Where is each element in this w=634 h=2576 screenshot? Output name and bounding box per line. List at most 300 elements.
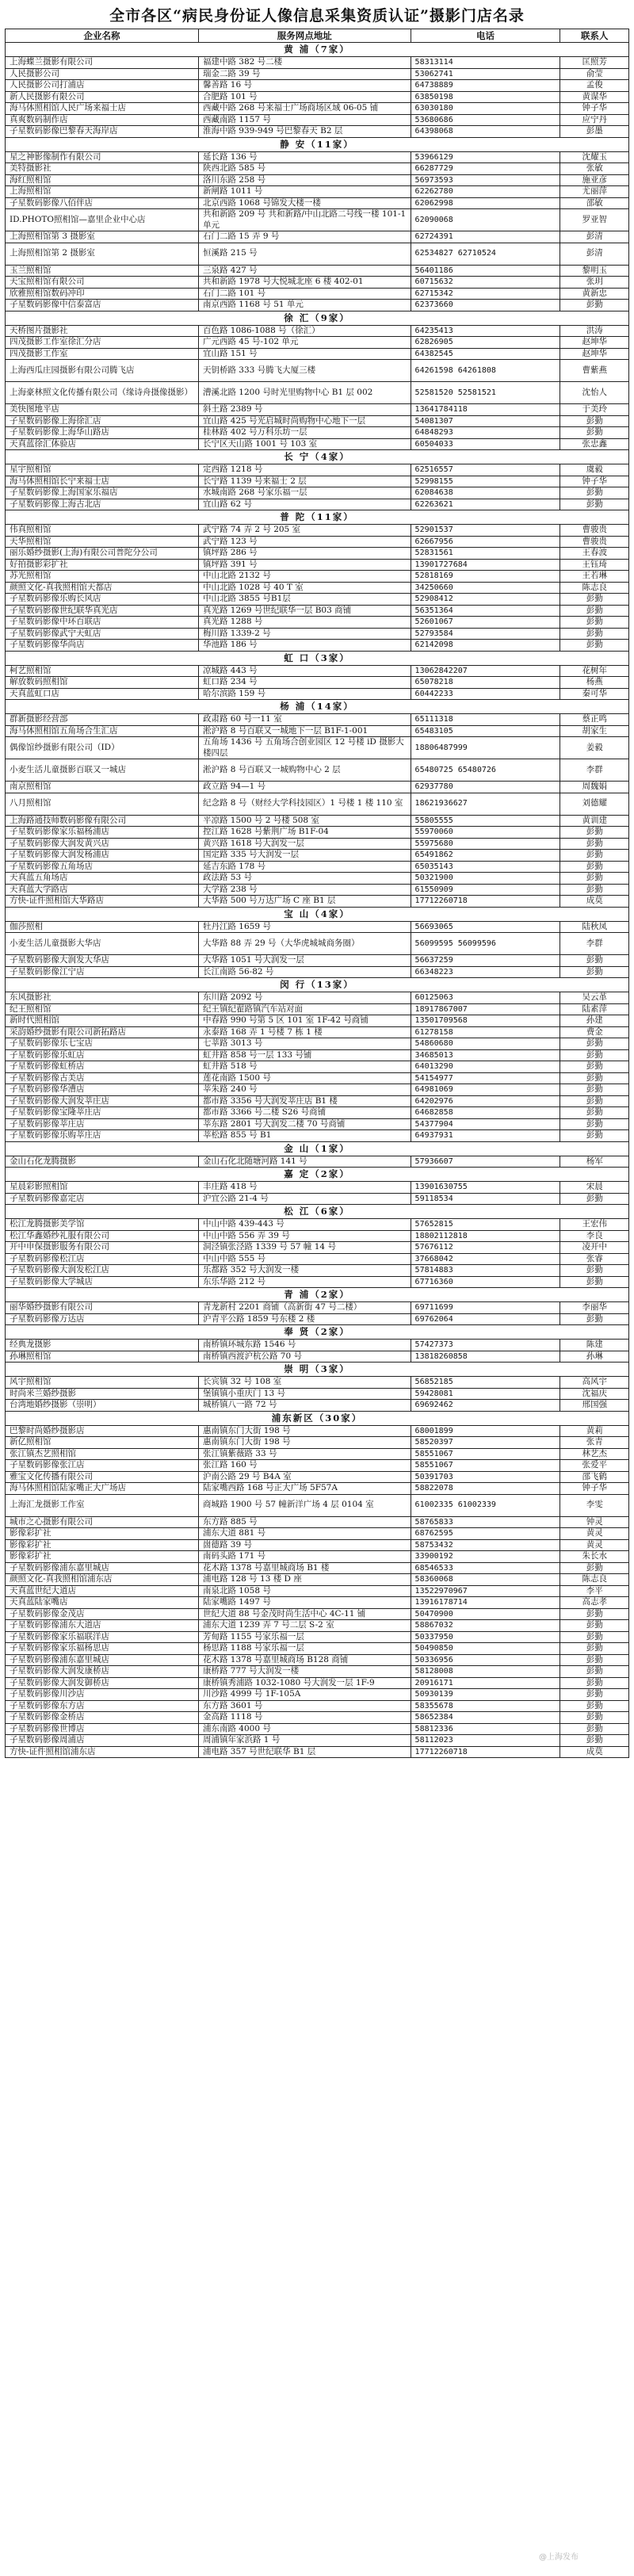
table-row [6,1597,629,1609]
company-name-cell: 子星数码影像大润发莘庄店 [6,1095,199,1107]
table-row [6,1677,629,1689]
directory-body [6,43,629,1758]
address-cell: 长江南路 56-82 号 [198,966,411,978]
address-cell: 芳甸路 1155 号家乐福一层 [198,1631,411,1643]
contact-cell: 彭勤 [560,594,629,606]
table-row [6,861,629,873]
address-cell: 大华路 500 号万达广场 C 座 B1 层 [198,896,411,908]
phone-cell: 58360068 [411,1574,560,1586]
contact-cell: 高志孝 [560,1597,629,1609]
phone-cell: 62262780 [411,186,560,198]
contact-cell: 黄训建 [560,815,629,827]
company-name-cell: 上海照相馆 [6,186,199,198]
table-row [6,300,629,311]
address-cell: 长宁区天山路 1001 号 103 室 [198,438,411,450]
phone-cell: 66348223 [411,966,560,978]
company-name-cell: 子星数码影像浦东嘉里城店 [6,1562,199,1574]
table-row [6,617,629,629]
table-row [6,1026,629,1038]
phone-cell: 50470900 [411,1608,560,1620]
company-name-cell: 星晨彩影照相馆 [6,1182,199,1194]
address-cell: 镇坪路 391 号 [198,559,411,571]
address-cell: 平凉路 1500 号 2 号楼 508 室 [198,815,411,827]
address-cell: 沪青平公路 1859 号东楼 2 楼 [198,1313,411,1325]
table-row [6,348,629,360]
phone-cell: 18806487999 [411,737,560,759]
phone-cell: 64937931 [411,1130,560,1142]
contact-cell: 孟俊 [560,80,629,92]
address-cell: 虹井路 518 号 [198,1061,411,1073]
table-row [6,1118,629,1130]
phone-cell: 62516557 [411,464,560,476]
phone-cell: 58355678 [411,1700,560,1712]
company-name-cell: 子星数码影像中信泰富店 [6,300,199,311]
contact-cell: 李雯 [560,1494,629,1516]
table-row [6,1425,629,1437]
district-heading: 金 山（1家） [6,1141,629,1156]
address-cell: 花木路 1378 号嘉里城商场 B1 楼 [198,1562,411,1574]
phone-cell: 65035143 [411,861,560,873]
table-row [6,838,629,850]
contact-cell: 姜毅 [560,737,629,759]
phone-cell: 62263621 [411,499,560,510]
phone-cell: 62084638 [411,487,560,499]
address-cell: 淞沪路 8 号百联又一城地下一层 B1F-1-001 [198,725,411,737]
company-name-cell: 颜照文化-真我照相馆浦东店 [6,1574,199,1586]
district-heading: 闵 行（13家） [6,978,629,992]
address-cell: 乐都路 352 号大润发一楼 [198,1265,411,1277]
table-row [6,1643,629,1655]
phone-cell: 13501709568 [411,1015,560,1027]
table-row [6,1494,629,1516]
table-row [6,1351,629,1363]
district-heading: 宝 山（4家） [6,907,629,921]
contact-cell: 杨燕 [560,677,629,689]
contact-cell: 彭勤 [560,1712,629,1724]
table-row [6,1528,629,1540]
company-name-cell: 子星数码影像乐虹店 [6,1049,199,1061]
company-name-cell: 子星数码影像大润发康桥店 [6,1666,199,1678]
address-cell: 控江路 1628 号紫荆广场 B1F-04 [198,827,411,839]
table-row [6,1072,629,1084]
address-cell: 浦东大道 1239 弄 7 号二层 S-2 室 [198,1620,411,1632]
address-cell: 东方路 885 号 [198,1516,411,1528]
contact-cell: 宋晨 [560,1182,629,1194]
contact-cell: 李群 [560,933,629,955]
table-row [6,605,629,617]
phone-cell: 58551067 [411,1448,560,1460]
contact-cell: 彭勤 [560,1689,629,1701]
table-row [6,1061,629,1073]
table-row [6,782,629,793]
contact-cell: 张睿 [560,1253,629,1265]
company-name-cell: 星宇照相馆 [6,464,199,476]
table-row [6,1574,629,1586]
company-name-cell: 天宝照相馆有限公司 [6,277,199,289]
table-row [6,1735,629,1747]
company-name-cell: 新时代照相馆 [6,1015,199,1027]
address-cell: 凉城路 443 号 [198,665,411,677]
table-row [6,1620,629,1632]
contact-cell: 彭勤 [560,487,629,499]
company-name-cell: 时尚米兰婚纱摄影 [6,1388,199,1400]
contact-cell: 杨军 [560,1156,629,1168]
phone-cell: 50336956 [411,1654,560,1666]
contact-cell: 彭勤 [560,300,629,311]
address-cell: 西藏中路 268 号来福士广场商场区域 06-05 铺 [198,103,411,115]
table-row [6,1437,629,1449]
company-name-cell: 方快-证件照相馆大华路店 [6,896,199,908]
table-row [6,427,629,439]
district-section-row [6,1168,629,1182]
company-name-cell: 子星数码影像大润发大华店 [6,955,199,967]
table-row [6,243,629,265]
phone-cell: 64202976 [411,1095,560,1107]
table-row [6,487,629,499]
company-name-cell: 天桥图片摄影社 [6,325,199,337]
phone-cell: 60125063 [411,992,560,1004]
address-cell: 中山北路 3855 号B1层 [198,594,411,606]
address-cell: 南码头路 171 号 [198,1551,411,1563]
table-row [6,103,629,115]
contact-cell: 张爱平 [560,1460,629,1472]
phone-cell: 66287729 [411,163,560,175]
contact-cell: 沈怡人 [560,382,629,404]
district-heading: 奉 贤（2家） [6,1325,629,1340]
contact-cell: 彭勤 [560,1666,629,1678]
table-row [6,1156,629,1168]
address-cell: 七莘路 3013 号 [198,1038,411,1050]
table-row [6,1483,629,1495]
phone-cell: 50930139 [411,1689,560,1701]
table-row [6,1230,629,1242]
company-name-cell: 子星数码影像五角场店 [6,861,199,873]
phone-cell: 50337950 [411,1631,560,1643]
address-cell: 东川路 2092 号 [198,992,411,1004]
address-cell: 康桥镇秀浦路 1032-1080 号大润发一层 1F-9 [198,1677,411,1689]
phone-cell: 18802112818 [411,1230,560,1242]
phone-cell: 13916178714 [411,1597,560,1609]
company-name-cell: 东风摄影社 [6,992,199,1004]
address-cell: 张江镇紫薇路 33 号 [198,1448,411,1460]
company-name-cell: 子星数码影像大润发御桥店 [6,1677,199,1689]
company-name-cell: 人民摄影公司打浦店 [6,80,199,92]
company-name-cell: 影像彩扩社 [6,1528,199,1540]
table-row [6,1219,629,1231]
company-name-cell: 子星数码影像上海古北店 [6,499,199,510]
address-cell: 中山中路 555 号 [198,1253,411,1265]
company-name-cell: 子星数码影像万达店 [6,1313,199,1325]
company-name-cell: 好拍摄影彩扩社 [6,559,199,571]
contact-cell: 彭勤 [560,873,629,885]
table-row [6,737,629,759]
contact-cell: 黄莉 [560,1425,629,1437]
phone-cell: 64738889 [411,80,560,92]
company-name-cell: 伟真照相馆 [6,525,199,537]
table-row [6,688,629,700]
phone-cell: 56637259 [411,955,560,967]
table-row [6,1107,629,1119]
company-name-cell: 上海路通技师数码影像有限公司 [6,815,199,827]
company-name-cell: 影像彩扩社 [6,1551,199,1563]
table-row [6,1084,629,1096]
company-name-cell: 子星数码影像大润发杨浦店 [6,850,199,862]
contact-cell: 黄新忠 [560,288,629,300]
table-row [6,277,629,289]
address-cell: 世纪大道 88 号金茂时尚生活中心 4C-11 铺 [198,1608,411,1620]
table-row [6,360,629,382]
phone-cell: 59118534 [411,1193,560,1205]
company-name-cell: 天华照相馆 [6,536,199,548]
district-heading: 松 江（6家） [6,1205,629,1219]
phone-cell: 64682858 [411,1107,560,1119]
address-cell: 定西路 1218 号 [198,464,411,476]
table-row [6,548,629,560]
address-cell: 长宾镇 32 号 108 室 [198,1377,411,1389]
table-row [6,1015,629,1027]
district-section-row [6,651,629,665]
address-cell: 南桥镇西渡沪杭公路 70 号 [198,1351,411,1363]
contact-cell: 彭勤 [560,1608,629,1620]
district-section-row [6,450,629,464]
table-row [6,265,629,277]
table-row [6,382,629,404]
phone-cell: 58867032 [411,1620,560,1632]
address-cell: 真光路 1269 号世纪联华一层 B03 商铺 [198,605,411,617]
address-cell: 西藏南路 1157 号 [198,114,411,126]
table-row [6,884,629,896]
address-cell: 五角场 1436 号 五角场合创业园区 12 号楼 iD 摄影大楼四层 [198,737,411,759]
table-row [6,1471,629,1483]
address-cell: 共和新路 1978 号大悦城北座 6 楼 402-01 [198,277,411,289]
company-name-cell: 群新摄影经营部 [6,714,199,726]
phone-cell: 62826905 [411,337,560,349]
phone-cell: 54860680 [411,1038,560,1050]
contact-cell: 王钰琦 [560,559,629,571]
table-row [6,896,629,908]
contact-cell: 吴云革 [560,992,629,1004]
contact-cell: 陈建 [560,1340,629,1351]
company-name-cell: 上海豪林照文化传播有限公司（缘诗舟摄像摄影） [6,382,199,404]
table-row [6,438,629,450]
table-row [6,559,629,571]
district-heading: 杨 浦（14家） [6,700,629,714]
address-cell: 漕溪北路 1200 号时光里购物中心 B1 层 002 [198,382,411,404]
contact-cell: 彭勤 [560,1038,629,1050]
contact-cell: 尤丽萍 [560,186,629,198]
contact-cell: 赵坤华 [560,348,629,360]
table-row [6,1302,629,1314]
table-row [6,231,629,243]
company-name-cell: 子星数码影像家乐福杨浦店 [6,827,199,839]
address-cell: 大华路 88 弄 29 号（大华虎城城商务圈） [198,933,411,955]
phone-cell: 62724391 [411,231,560,243]
company-name-cell: 金山石化龙腾摄影 [6,1156,199,1168]
contact-cell: 费金 [560,1026,629,1038]
contact-cell: 钟子华 [560,103,629,115]
phone-cell: 56693065 [411,921,560,933]
contact-cell: 彭勤 [560,827,629,839]
company-name-cell: 海马体照相馆人民广场来福士店 [6,103,199,115]
phone-cell: 64382545 [411,348,560,360]
phone-cell: 52901537 [411,525,560,537]
company-name-cell: 孙琳照相馆 [6,1351,199,1363]
table-row [6,1516,629,1528]
phone-cell: 65078218 [411,677,560,689]
address-cell: 瑞金二路 39 号 [198,68,411,80]
district-section-row [6,978,629,992]
address-cell: 东方路 3601 号 [198,1700,411,1712]
table-row [6,1608,629,1620]
phone-cell: 62534827 62710524 [411,243,560,265]
phone-cell: 58753432 [411,1539,560,1551]
company-name-cell: 海红照相馆 [6,174,199,186]
table-row [6,1193,629,1205]
contact-cell: 钟灵 [560,1516,629,1528]
phone-cell: 52793584 [411,628,560,640]
contact-cell: 胡家生 [560,725,629,737]
company-name-cell: 上海汇龙摄影工作室 [6,1494,199,1516]
contact-cell: 俞莹 [560,68,629,80]
contact-cell: 应宁丹 [560,114,629,126]
address-cell: 合肥路 101 号 [198,91,411,103]
company-name-cell: 子星数码影像宝隆莘庄店 [6,1107,199,1119]
phone-cell: 55975680 [411,838,560,850]
phone-cell: 54154977 [411,1072,560,1084]
company-name-cell: 海马体照相馆陆家嘴正大广场店 [6,1483,199,1495]
address-cell: 水城南路 268 号家乐福一层 [198,487,411,499]
phone-cell: 57652815 [411,1219,560,1231]
contact-cell: 罗亚智 [560,209,629,231]
phone-cell: 58551067 [411,1460,560,1472]
address-cell: 城桥镇八一路 72 号 [198,1400,411,1412]
district-heading: 浦东新区（30家） [6,1411,629,1425]
table-row [6,1700,629,1712]
contact-cell: 彭清 [560,231,629,243]
address-cell: 石门二路 15 弄 9 号 [198,231,411,243]
district-section-row [6,311,629,325]
company-name-cell: 海马体照相馆长宁来福士店 [6,476,199,487]
contact-cell: 周魏娟 [560,782,629,793]
address-cell: 延吉东路 178 号 [198,861,411,873]
district-section-row [6,137,629,151]
contact-cell: 李丽华 [560,1302,629,1314]
phone-cell: 65111318 [411,714,560,726]
company-name-cell: 子星数码影像上海华山路店 [6,427,199,439]
contact-cell: 彭勤 [560,1620,629,1632]
table-row [6,151,629,163]
company-name-cell: 影像彩扩社 [6,1539,199,1551]
address-cell: 东乐华路 212 号 [198,1276,411,1288]
address-cell: 淞沪路 8 号百联又一城购物中心 2 层 [198,759,411,782]
phone-cell: 68762595 [411,1528,560,1540]
phone-cell: 13641784118 [411,404,560,416]
address-cell: 莘松路 855 号 B1 [198,1130,411,1142]
table-row [6,1253,629,1265]
table-row [6,197,629,209]
contact-cell: 彭勤 [560,1072,629,1084]
phone-cell: 64235413 [411,325,560,337]
address-cell: 牡丹江路 1659 号 [198,921,411,933]
company-name-cell: 子星数码影像乐购长风店 [6,594,199,606]
contact-cell: 彭勤 [560,1193,629,1205]
contact-cell: 彭勤 [560,427,629,439]
district-heading: 嘉 定（2家） [6,1168,629,1182]
address-cell: 真光路 1288 号 [198,617,411,629]
table-row [6,1666,629,1678]
address-cell: 浦电路 128 号 13 楼 D 座 [198,1574,411,1586]
company-name-cell: 子星数码影像华尚店 [6,640,199,652]
address-cell: 广元西路 45 号-102 单元 [198,337,411,349]
address-cell: 镇坪路 286 号 [198,548,411,560]
table-row [6,1723,629,1735]
phone-cell: 54081307 [411,415,560,427]
phone-cell: 58652384 [411,1712,560,1724]
table-row [6,571,629,583]
address-cell: 哈尔滨路 159 号 [198,688,411,700]
district-section-row [6,1288,629,1302]
phone-cell: 62062998 [411,197,560,209]
contact-cell: 彭勤 [560,1700,629,1712]
header-address: 服务网点地址 [198,29,411,43]
contact-cell: 曹骏贵 [560,536,629,548]
header-row [6,29,629,43]
phone-cell: 50321900 [411,873,560,885]
table-row [6,815,629,827]
address-cell: 梅川路 1339-2 号 [198,628,411,640]
phone-cell: 58112023 [411,1735,560,1747]
phone-cell: 13901727684 [411,559,560,571]
table-row [6,992,629,1004]
address-cell: 青龙新村 2201 商铺（高新街 47 号二楼） [198,1302,411,1314]
contact-cell: 彭勤 [560,1049,629,1061]
company-name-cell: 子星数码影像华漕店 [6,1084,199,1096]
address-cell: 黄兴路 1618 号大润发一层 [198,838,411,850]
table-row [6,114,629,126]
contact-cell: 彭勤 [560,1107,629,1119]
table-row [6,126,629,138]
address-cell: 莲花南路 1500 号 [198,1072,411,1084]
address-cell: 政法路 53 号 [198,873,411,885]
table-row [6,1654,629,1666]
phone-cell: 58765833 [411,1516,560,1528]
address-cell: 华池路 186 号 [198,640,411,652]
phone-cell: 60504033 [411,438,560,450]
table-row [6,80,629,92]
table-row [6,1049,629,1061]
address-cell: 丰庄路 418 号 [198,1182,411,1194]
contact-cell: 蔡正鸣 [560,714,629,726]
address-cell: 永泰路 168 弄 1 号楼 7 栋 1 楼 [198,1026,411,1038]
contact-cell: 朱长水 [560,1551,629,1563]
table-row [6,288,629,300]
address-cell: 中山中路 439-443 号 [198,1219,411,1231]
contact-cell: 彭勤 [560,1631,629,1643]
contact-cell: 彭勤 [560,1276,629,1288]
company-name-cell: 子星数码影像大润发黄兴店 [6,838,199,850]
phone-cell: 17712260718 [411,896,560,908]
contact-cell: 李群 [560,759,629,782]
contact-cell: 黄灵 [560,1528,629,1540]
address-cell: 北京西路 1068 号锦发大楼一楼 [198,197,411,209]
company-name-cell: 风宇照相馆 [6,1377,199,1389]
contact-cell: 彭墨 [560,126,629,138]
table-row [6,594,629,606]
phone-cell: 52998155 [411,476,560,487]
company-name-cell: 天真蓝五角场店 [6,873,199,885]
district-heading: 虹 口（3家） [6,651,629,665]
contact-cell: 彭勤 [560,605,629,617]
